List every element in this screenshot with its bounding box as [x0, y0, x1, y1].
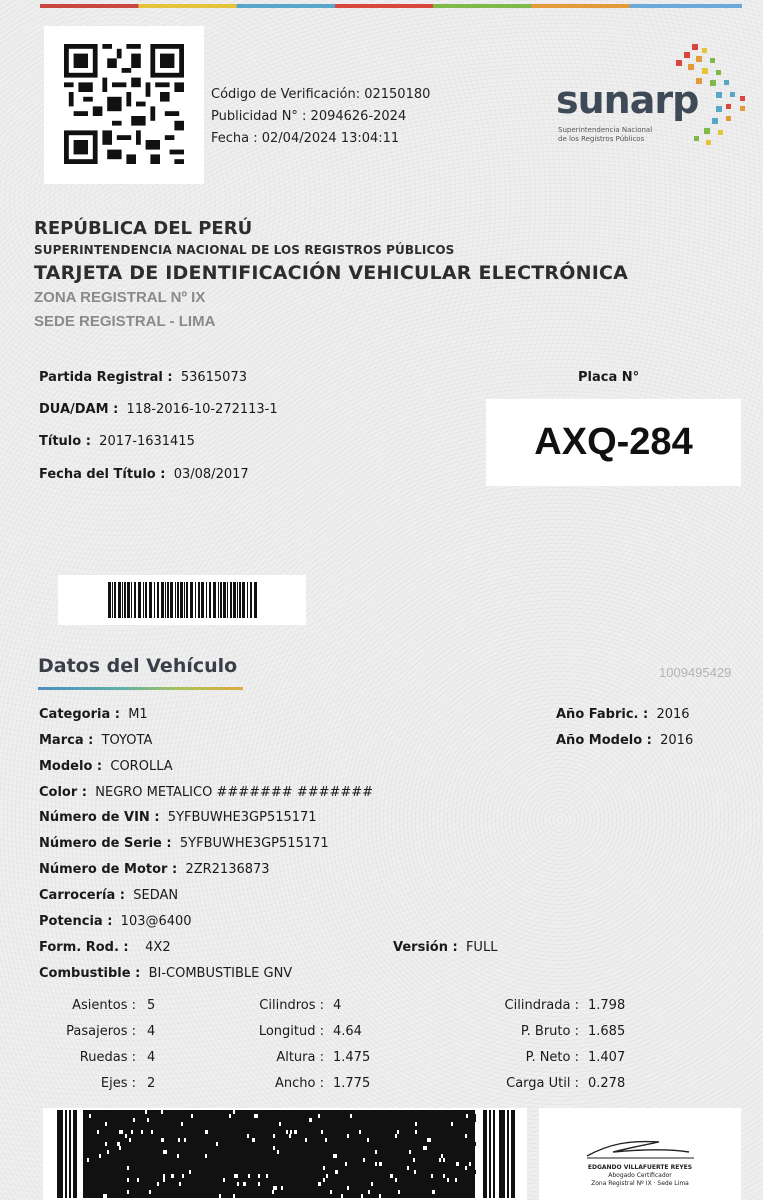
pbruto-label: P. Bruto : [520, 1024, 579, 1039]
partida-row: Partida Registral : 53615073 [39, 370, 247, 385]
signer-zone: Zona Registral Nº IX · Sede Lima [591, 1180, 689, 1187]
plate-box [486, 399, 741, 486]
pneto-value: 1.407 [588, 1050, 626, 1065]
agency-title: SUPERINTENDENCIA NACIONAL DE LOS REGISTROS PÚBLICOS [34, 243, 455, 257]
document-title: TARJETA DE IDENTIFICACIÓN VEHICULAR ELECTRÓNICA [34, 262, 629, 284]
formrod-row: Form. Rod. : 4X2 [39, 940, 171, 955]
carroceria-row: Carrocería : SEDAN [39, 888, 179, 903]
asientos-value: 5 [147, 998, 156, 1013]
barcode [58, 575, 306, 625]
fecha-titulo-row: Fecha del Título : 03/08/2017 [39, 467, 249, 482]
anofab-row: Año Fabric. : 2016 [556, 707, 690, 722]
zone-title: ZONA REGISTRAL Nº IX [34, 289, 206, 306]
asientos-label: Asientos : [72, 998, 136, 1013]
pasajeros-value: 4 [147, 1024, 156, 1039]
pdf417-barcode-icon [43, 1108, 527, 1200]
titulo-row: Título : 2017-1631415 [39, 434, 195, 449]
cilindros-label: Cilindros : [259, 998, 324, 1013]
serie-row: Número de Serie : 5YFBUWHE3GP515171 [39, 836, 329, 851]
section-title: Datos del Vehículo [38, 655, 238, 677]
verification-info [211, 84, 430, 150]
publicity-number: Publicidad N° : 2094626-2024 [211, 109, 407, 124]
combustible-row: Combustible : BI-COMBUSTIBLE GNV [39, 966, 293, 981]
verification-code: Código de Verificación: 02150180 [211, 87, 431, 102]
cilindrada-label: Cilindrada : [504, 998, 579, 1013]
barcode-icon [108, 582, 258, 618]
carga-label: Carga Util : [506, 1076, 579, 1091]
potencia-row: Potencia : 103@6400 [39, 914, 192, 929]
altura-label: Altura : [276, 1050, 324, 1065]
document-serial: 1009495429 [659, 665, 732, 680]
marca-row: Marca : TOYOTA [39, 733, 153, 748]
section-underline [38, 687, 243, 690]
country-title: REPÚBLICA DEL PERÚ [34, 218, 253, 239]
signature-block [539, 1108, 741, 1200]
modelo-row: Modelo : COROLLA [39, 759, 173, 774]
sunarp-subtitle: Superintendencia Nacional de los Registros Públicos [558, 126, 653, 143]
altura-value: 1.475 [333, 1050, 371, 1065]
ejes-value: 2 [147, 1076, 156, 1091]
qr-code [44, 26, 204, 184]
categoria-row: Categoria : M1 [39, 707, 148, 722]
color-stripe [40, 4, 742, 8]
ruedas-label: Ruedas : [79, 1050, 136, 1065]
signer-role: Abogado Certificador [608, 1172, 672, 1179]
cilindros-value: 4 [333, 998, 342, 1013]
sunarp-wordmark: sunarp [556, 78, 699, 122]
ejes-label: Ejes : [100, 1076, 136, 1091]
qr-code-icon [64, 44, 184, 164]
ancho-value: 1.775 [333, 1076, 371, 1091]
color-row: Color : NEGRO METALICO ####### ####### [39, 785, 374, 800]
seat-title: SEDE REGISTRAL - LIMA [34, 313, 216, 330]
sunarp-logo [554, 40, 754, 155]
dua-row: DUA/DAM : 118-2016-10-272113-1 [39, 402, 278, 417]
version-row: Versión : FULL [393, 940, 498, 955]
anomod-row: Año Modelo : 2016 [556, 733, 694, 748]
longitud-value: 4.64 [333, 1024, 362, 1039]
signer-name: EDGANDO VILLAFUERTE REYES [587, 1164, 693, 1171]
plate-label: Placa N° [578, 370, 640, 385]
pbruto-value: 1.685 [588, 1024, 626, 1039]
carga-value: 0.278 [588, 1076, 626, 1091]
issue-date: Fecha : 02/04/2024 13:04:11 [211, 131, 400, 146]
pdf417-barcode [43, 1108, 527, 1200]
vin-row: Número de VIN : 5YFBUWHE3GP515171 [39, 810, 317, 825]
ruedas-value: 4 [147, 1050, 156, 1065]
longitud-label: Longitud : [258, 1024, 324, 1039]
plate-number: AXQ-284 [534, 421, 693, 463]
pneto-label: P. Neto : [525, 1050, 579, 1065]
ancho-label: Ancho : [275, 1076, 324, 1091]
cilindrada-value: 1.798 [588, 998, 626, 1013]
motor-row: Número de Motor : 2ZR2136873 [39, 862, 270, 877]
pasajeros-label: Pasajeros : [66, 1024, 136, 1039]
